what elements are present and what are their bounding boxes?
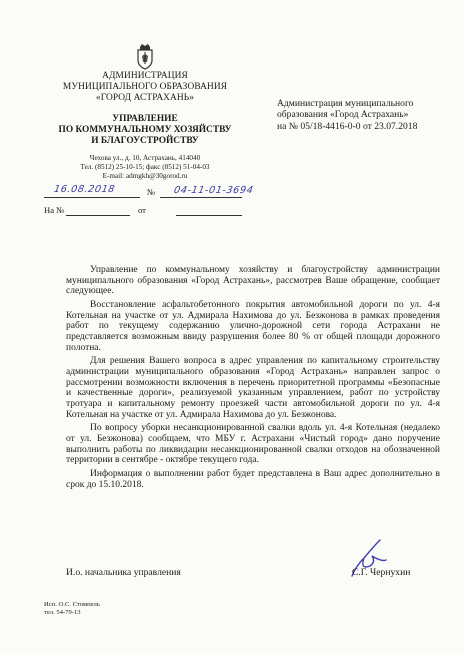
city-coat-of-arms-icon	[134, 42, 156, 70]
dept-line: УПРАВЛЕНИЕ	[112, 114, 178, 124]
body-paragraph: Восстановление асфальтобетонного покрытия автомобильной дороги по ул. 4-я Котельная на участке от ул. Адмирала Нахимова до ул. Безжонова в рамках проведения работ по текущему содержанию улично-дорожной сети города Астрахани не представляется возможным ввиду разрушения более 80 % от общей площади дорожного полотна.	[66, 299, 440, 353]
reply-to-date-line	[176, 205, 242, 216]
body-paragraph: По вопросу уборки несанкционированной свалки вдоль ул. 4-я Котельная (недалеко от ул. Безжонова) сообщаем, что МБУ г. Астрахани «Чистый город» дано поручение выполнить работы по ликвидации несанкционированной свалки отходов на обозначенной территории в сентябре - октябре текущего года.	[66, 423, 440, 466]
body-paragraph: Для решения Вашего вопроса в адрес управления по капитальному строительству администрации муниципального образования «Город Астрахань» направлен запрос о рассмотрении возможности включения в перечень приоритетной программы «Безопасные и качественные дороги», реализуемой указанным управлением, работ по устройству тротуара и капитальному ремонту проезжей части автомобильной дороги по ул. 4-я Котельная на участке от ул. Адмирала Нахимова до ул. Безжонова.	[66, 356, 440, 420]
recipient-line: Администрация муниципального	[277, 98, 414, 109]
signatory-name: С.Г. Чернухин	[352, 567, 411, 578]
registration-date: 16.08.2018	[53, 184, 116, 195]
executor-phone: тел. 54-79-13	[44, 609, 81, 617]
organization-name	[58, 71, 232, 105]
body-paragraph: Управление по коммунальному хозяйству и благоустройству администрации муниципального образования «Город Астрахань», рассмотрев Ваше обращение, сообщает следующее.	[66, 265, 440, 297]
recipient-reference: на № 05/18-4416-0-0 от 23.07.2018	[277, 120, 418, 132]
executor-info	[44, 601, 100, 618]
dept-line: ПО КОММУНАЛЬНОМУ ХОЗЯЙСТВУ	[58, 125, 232, 135]
department-name	[50, 114, 240, 147]
letter-body	[66, 265, 440, 493]
department-contacts	[58, 154, 232, 182]
reply-to-label: На №	[44, 205, 65, 215]
registration-number-label: №	[147, 187, 156, 197]
org-line: АДМИНИСТРАЦИЯ	[102, 71, 188, 81]
org-line: «ГОРОД АСТРАХАНЬ»	[95, 93, 195, 104]
recipient-line: образования «Город Астрахань»	[277, 109, 409, 121]
address-line: Чехова ул., д. 10, Астрахань, 414040	[89, 154, 201, 162]
registration-number: 04-11-01-3694	[173, 185, 255, 196]
reply-to-date-label: от	[138, 205, 146, 215]
dept-line: И БЛАГОУСТРОЙСТВУ	[91, 136, 199, 146]
executor-name: Исп. О.С. Стомпель	[44, 601, 100, 608]
signatory-position: И.о. начальника управления	[66, 567, 181, 578]
org-line: МУНИЦИПАЛЬНОГО ОБРАЗОВАНИЯ	[62, 82, 228, 93]
recipient-block	[277, 98, 457, 132]
email-line: E-mail: admgkh@30gorod.ru	[102, 172, 188, 181]
phone-line: Тел. (8512) 25-10-15; факс (8512) 51-04-03	[80, 163, 210, 172]
body-paragraph: Информация о выполнении работ будет представлена в Ваш адрес дополнительно в срок до 15.10.2018.	[66, 468, 440, 490]
reply-to-number-line	[66, 205, 130, 216]
